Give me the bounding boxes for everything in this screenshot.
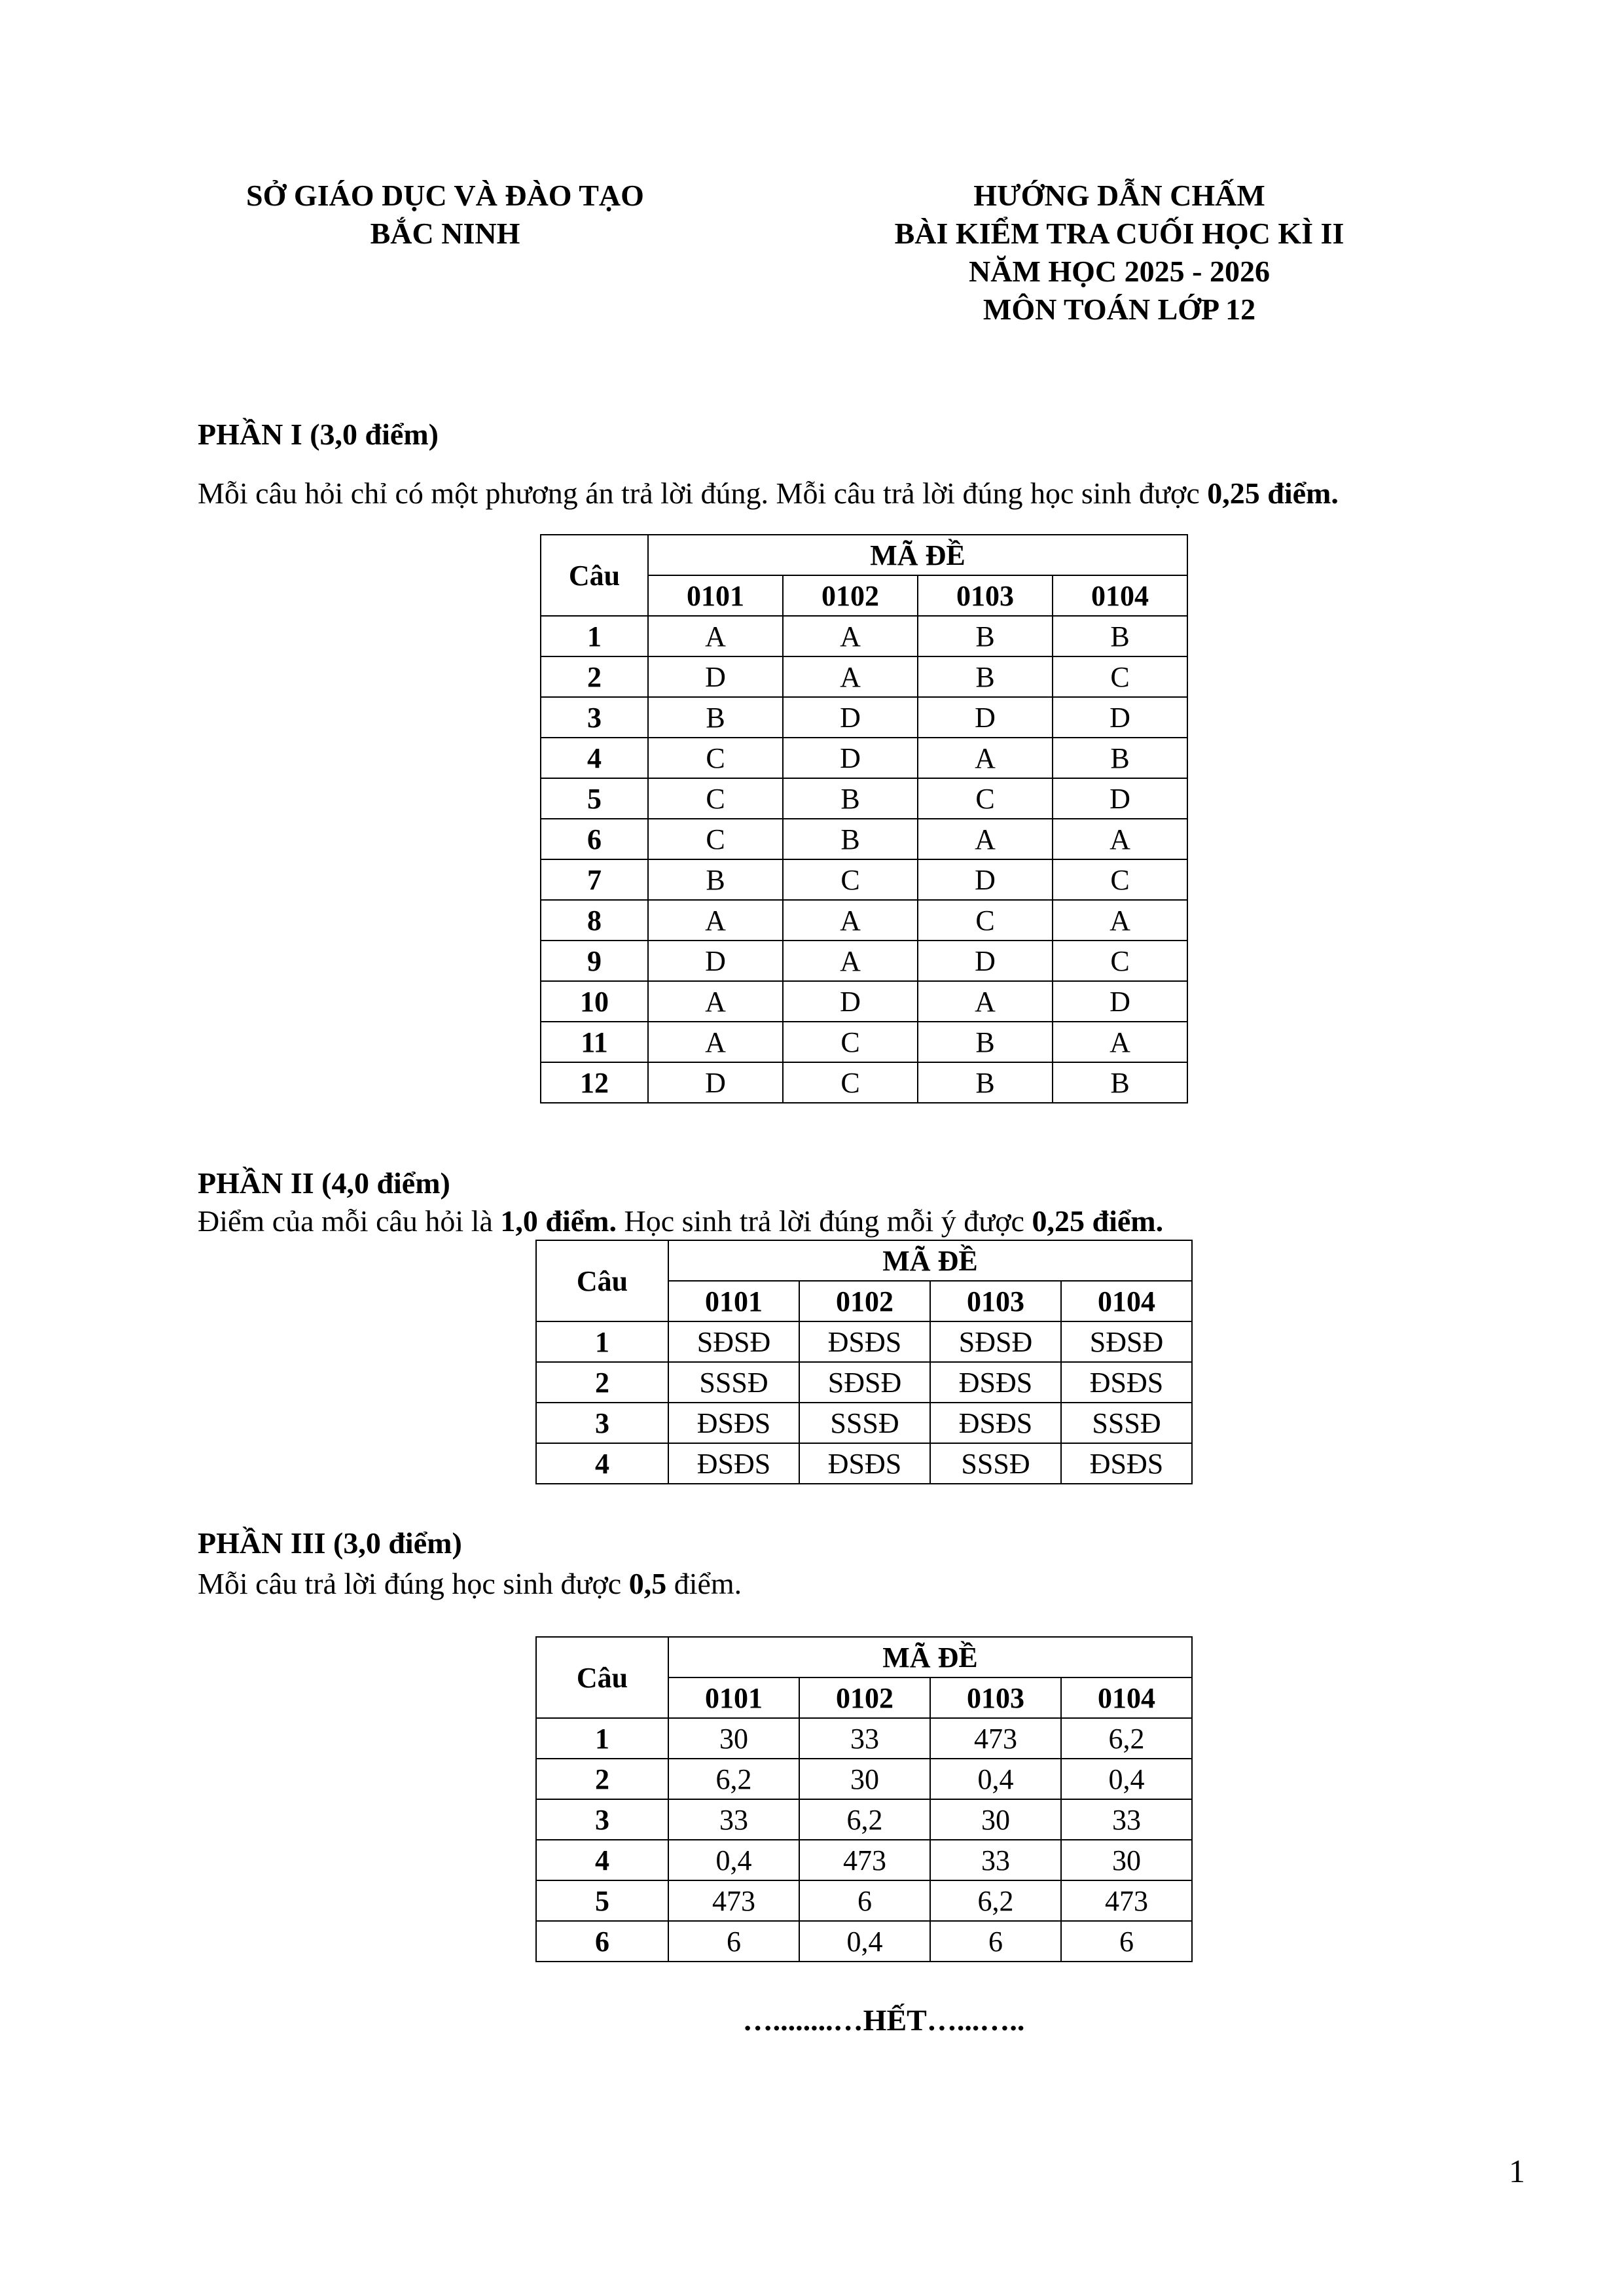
answer-cell: D — [918, 697, 1053, 738]
answer-cell: A — [648, 900, 783, 941]
exam-code-header: 0102 — [799, 1281, 930, 1321]
answer-cell: D — [1053, 981, 1187, 1022]
question-number: 9 — [541, 941, 648, 981]
answer-cell: A — [648, 1022, 783, 1062]
answer-cell: 33 — [930, 1840, 1061, 1880]
answer-cell: A — [783, 616, 918, 656]
answer-row — [536, 1799, 1192, 1840]
answer-cell: C — [1053, 859, 1187, 900]
answer-row — [536, 1362, 1192, 1403]
exam-code-header: 0101 — [668, 1281, 799, 1321]
answer-row — [541, 778, 1187, 819]
answer-cell: C — [783, 859, 918, 900]
answer-cell: ĐSĐS — [668, 1403, 799, 1443]
answer-cell: C — [648, 819, 783, 859]
answer-cell: A — [648, 616, 783, 656]
answer-cell: D — [918, 859, 1053, 900]
question-number: 5 — [536, 1880, 668, 1921]
answer-cell: B — [1053, 616, 1187, 656]
question-number: 1 — [536, 1718, 668, 1759]
answer-row — [541, 1062, 1187, 1103]
answer-row — [536, 1759, 1192, 1799]
part3-description — [198, 1566, 742, 1602]
answer-cell: A — [1053, 819, 1187, 859]
answer-cell: 6 — [930, 1921, 1061, 1962]
part3-desc-text-2: điểm. — [666, 1567, 742, 1600]
part2-description — [198, 1203, 1163, 1240]
answer-cell: 6,2 — [1061, 1718, 1192, 1759]
part2-title: PHẦN II (4,0 điểm) — [198, 1166, 450, 1200]
answer-cell: ĐSĐS — [930, 1403, 1061, 1443]
answer-row — [536, 1321, 1192, 1362]
column-group-ma-de: MÃ ĐỀ — [668, 1637, 1192, 1677]
answer-cell: 473 — [1061, 1880, 1192, 1921]
answer-row — [536, 1718, 1192, 1759]
answer-cell: D — [783, 738, 918, 778]
answer-cell: 6,2 — [668, 1759, 799, 1799]
question-number: 4 — [536, 1443, 668, 1484]
exam-code-header: 0102 — [799, 1677, 930, 1718]
answer-cell: A — [1053, 900, 1187, 941]
answer-cell: 30 — [799, 1759, 930, 1799]
school-year: NĂM HỌC 2025 - 2026 — [969, 255, 1270, 288]
answer-cell: 0,4 — [799, 1921, 930, 1962]
question-number: 6 — [536, 1921, 668, 1962]
subject-grade: MÔN TOÁN LỚP 12 — [983, 293, 1256, 326]
answer-cell: A — [783, 900, 918, 941]
answer-row — [541, 656, 1187, 697]
part2-desc-item-points: 0,25 điểm. — [1032, 1204, 1164, 1238]
part1-title: PHẦN I (3,0 điểm) — [198, 418, 439, 451]
issuer-department: SỞ GIÁO DỤC VÀ ĐÀO TẠO — [246, 179, 644, 212]
answer-cell: B — [648, 859, 783, 900]
answer-row — [541, 900, 1187, 941]
answer-cell: B — [783, 819, 918, 859]
answer-cell: D — [783, 697, 918, 738]
question-number: 3 — [536, 1403, 668, 1443]
part1-desc-text: Mỗi câu hỏi chỉ có một phương án trả lời đúng. Mỗi câu trả lời đúng học sinh được — [198, 476, 1208, 510]
document-title: HƯỚNG DẪN CHẤM — [973, 179, 1265, 212]
answer-cell: C — [1053, 656, 1187, 697]
answer-cell: 0,4 — [668, 1840, 799, 1880]
answer-cell: C — [1053, 941, 1187, 981]
column-header-cau: Câu — [536, 1637, 668, 1718]
answer-cell: ĐSĐS — [668, 1443, 799, 1484]
answer-row — [541, 697, 1187, 738]
exam-code-header: 0102 — [783, 575, 918, 616]
question-number: 6 — [541, 819, 648, 859]
answer-cell: 30 — [668, 1718, 799, 1759]
question-number: 11 — [541, 1022, 648, 1062]
question-number: 2 — [541, 656, 648, 697]
answer-cell: B — [918, 656, 1053, 697]
answer-cell: SSSĐ — [930, 1443, 1061, 1484]
end-marker: …........…HẾT…...….. — [742, 2003, 1025, 2037]
answer-cell: B — [918, 1062, 1053, 1103]
answer-cell: B — [783, 778, 918, 819]
answer-row — [541, 1022, 1187, 1062]
question-number: 2 — [536, 1362, 668, 1403]
part3-desc-points: 0,5 — [628, 1567, 667, 1600]
answer-cell: 6 — [668, 1921, 799, 1962]
exam-name: BÀI KIỂM TRA CUỐI HỌC KÌ II — [894, 217, 1344, 250]
answer-cell: D — [1053, 778, 1187, 819]
answer-row — [536, 1880, 1192, 1921]
answer-cell: B — [1053, 1062, 1187, 1103]
answer-cell: 473 — [930, 1718, 1061, 1759]
question-number: 12 — [541, 1062, 648, 1103]
issuer-block — [196, 177, 694, 253]
answer-cell: 473 — [668, 1880, 799, 1921]
answer-cell: 33 — [799, 1718, 930, 1759]
answer-cell: A — [918, 981, 1053, 1022]
answer-cell: SĐSĐ — [1061, 1321, 1192, 1362]
answer-cell: B — [648, 697, 783, 738]
exam-code-header: 0104 — [1053, 575, 1187, 616]
answer-cell: C — [783, 1022, 918, 1062]
answer-cell: A — [918, 738, 1053, 778]
question-number: 1 — [536, 1321, 668, 1362]
answer-cell: C — [918, 900, 1053, 941]
exam-code-header: 0103 — [930, 1677, 1061, 1718]
answer-cell: B — [918, 616, 1053, 656]
exam-code-header: 0103 — [918, 575, 1053, 616]
answer-cell: 473 — [799, 1840, 930, 1880]
exam-code-header: 0104 — [1061, 1677, 1192, 1718]
answer-cell: C — [648, 778, 783, 819]
part2-desc-question-points: 1,0 điểm. — [500, 1204, 617, 1238]
question-number: 8 — [541, 900, 648, 941]
answer-cell: D — [783, 981, 918, 1022]
answer-cell: SSSĐ — [668, 1362, 799, 1403]
answer-cell: SĐSĐ — [799, 1362, 930, 1403]
part1-description — [198, 475, 1339, 512]
answer-cell: ĐSĐS — [1061, 1443, 1192, 1484]
answer-row — [536, 1840, 1192, 1880]
answer-cell: ĐSĐS — [1061, 1362, 1192, 1403]
answer-cell: 30 — [1061, 1840, 1192, 1880]
exam-code-header: 0103 — [930, 1281, 1061, 1321]
answer-cell: ĐSĐS — [799, 1443, 930, 1484]
answer-cell: 6 — [1061, 1921, 1192, 1962]
part2-answer-table — [535, 1240, 1193, 1484]
question-number: 1 — [541, 616, 648, 656]
answer-cell: D — [918, 941, 1053, 981]
answer-row — [541, 738, 1187, 778]
answer-cell: A — [648, 981, 783, 1022]
part3-title: PHẦN III (3,0 điểm) — [198, 1526, 462, 1560]
column-group-ma-de: MÃ ĐỀ — [668, 1240, 1192, 1281]
answer-cell: SSSĐ — [799, 1403, 930, 1443]
answer-row — [536, 1921, 1192, 1962]
answer-cell: 6,2 — [799, 1799, 930, 1840]
answer-row — [541, 859, 1187, 900]
exam-code-header: 0104 — [1061, 1281, 1192, 1321]
question-number: 7 — [541, 859, 648, 900]
question-number: 2 — [536, 1759, 668, 1799]
answer-row — [541, 616, 1187, 656]
answer-cell: 6 — [799, 1880, 930, 1921]
answer-row — [541, 819, 1187, 859]
answer-cell: SĐSĐ — [668, 1321, 799, 1362]
answer-cell: C — [918, 778, 1053, 819]
column-group-ma-de: MÃ ĐỀ — [648, 535, 1187, 575]
answer-cell: 0,4 — [930, 1759, 1061, 1799]
part2-desc-text: Điểm của mỗi câu hỏi là — [198, 1204, 501, 1238]
answer-cell: C — [783, 1062, 918, 1103]
question-number: 4 — [541, 738, 648, 778]
answer-cell: ĐSĐS — [930, 1362, 1061, 1403]
answer-cell: SĐSĐ — [930, 1321, 1061, 1362]
issuer-province: BẮC NINH — [370, 217, 520, 250]
column-header-cau: Câu — [541, 535, 648, 616]
answer-cell: ĐSĐS — [799, 1321, 930, 1362]
answer-cell: A — [1053, 1022, 1187, 1062]
answer-row — [536, 1443, 1192, 1484]
answer-cell: 0,4 — [1061, 1759, 1192, 1799]
question-number: 4 — [536, 1840, 668, 1880]
answer-cell: 33 — [1061, 1799, 1192, 1840]
part3-answer-table — [535, 1636, 1193, 1962]
question-number: 3 — [541, 697, 648, 738]
column-header-cau: Câu — [536, 1240, 668, 1321]
answer-cell: 33 — [668, 1799, 799, 1840]
answer-row — [536, 1403, 1192, 1443]
part3-desc-text: Mỗi câu trả lời đúng học sinh được — [198, 1567, 629, 1600]
answer-cell: 30 — [930, 1799, 1061, 1840]
part1-desc-points: 0,25 điểm. — [1207, 476, 1339, 510]
part1-answer-table — [540, 534, 1188, 1103]
exam-code-header: 0101 — [668, 1677, 799, 1718]
question-number: 3 — [536, 1799, 668, 1840]
exam-code-header: 0101 — [648, 575, 783, 616]
answer-cell: D — [648, 1062, 783, 1103]
answer-cell: D — [1053, 697, 1187, 738]
question-number: 5 — [541, 778, 648, 819]
answer-cell: B — [1053, 738, 1187, 778]
answer-cell: 6,2 — [930, 1880, 1061, 1921]
answer-cell: A — [783, 941, 918, 981]
part2-desc-text-2: Học sinh trả lời đúng mỗi ý được — [617, 1204, 1032, 1238]
answer-cell: B — [918, 1022, 1053, 1062]
answer-cell: A — [783, 656, 918, 697]
document-title-block — [805, 177, 1434, 329]
answer-cell: D — [648, 656, 783, 697]
answer-cell: C — [648, 738, 783, 778]
answer-cell: SSSĐ — [1061, 1403, 1192, 1443]
question-number: 10 — [541, 981, 648, 1022]
answer-cell: D — [648, 941, 783, 981]
answer-cell: A — [918, 819, 1053, 859]
page-number: 1 — [1509, 2153, 1525, 2189]
answer-row — [541, 941, 1187, 981]
answer-row — [541, 981, 1187, 1022]
